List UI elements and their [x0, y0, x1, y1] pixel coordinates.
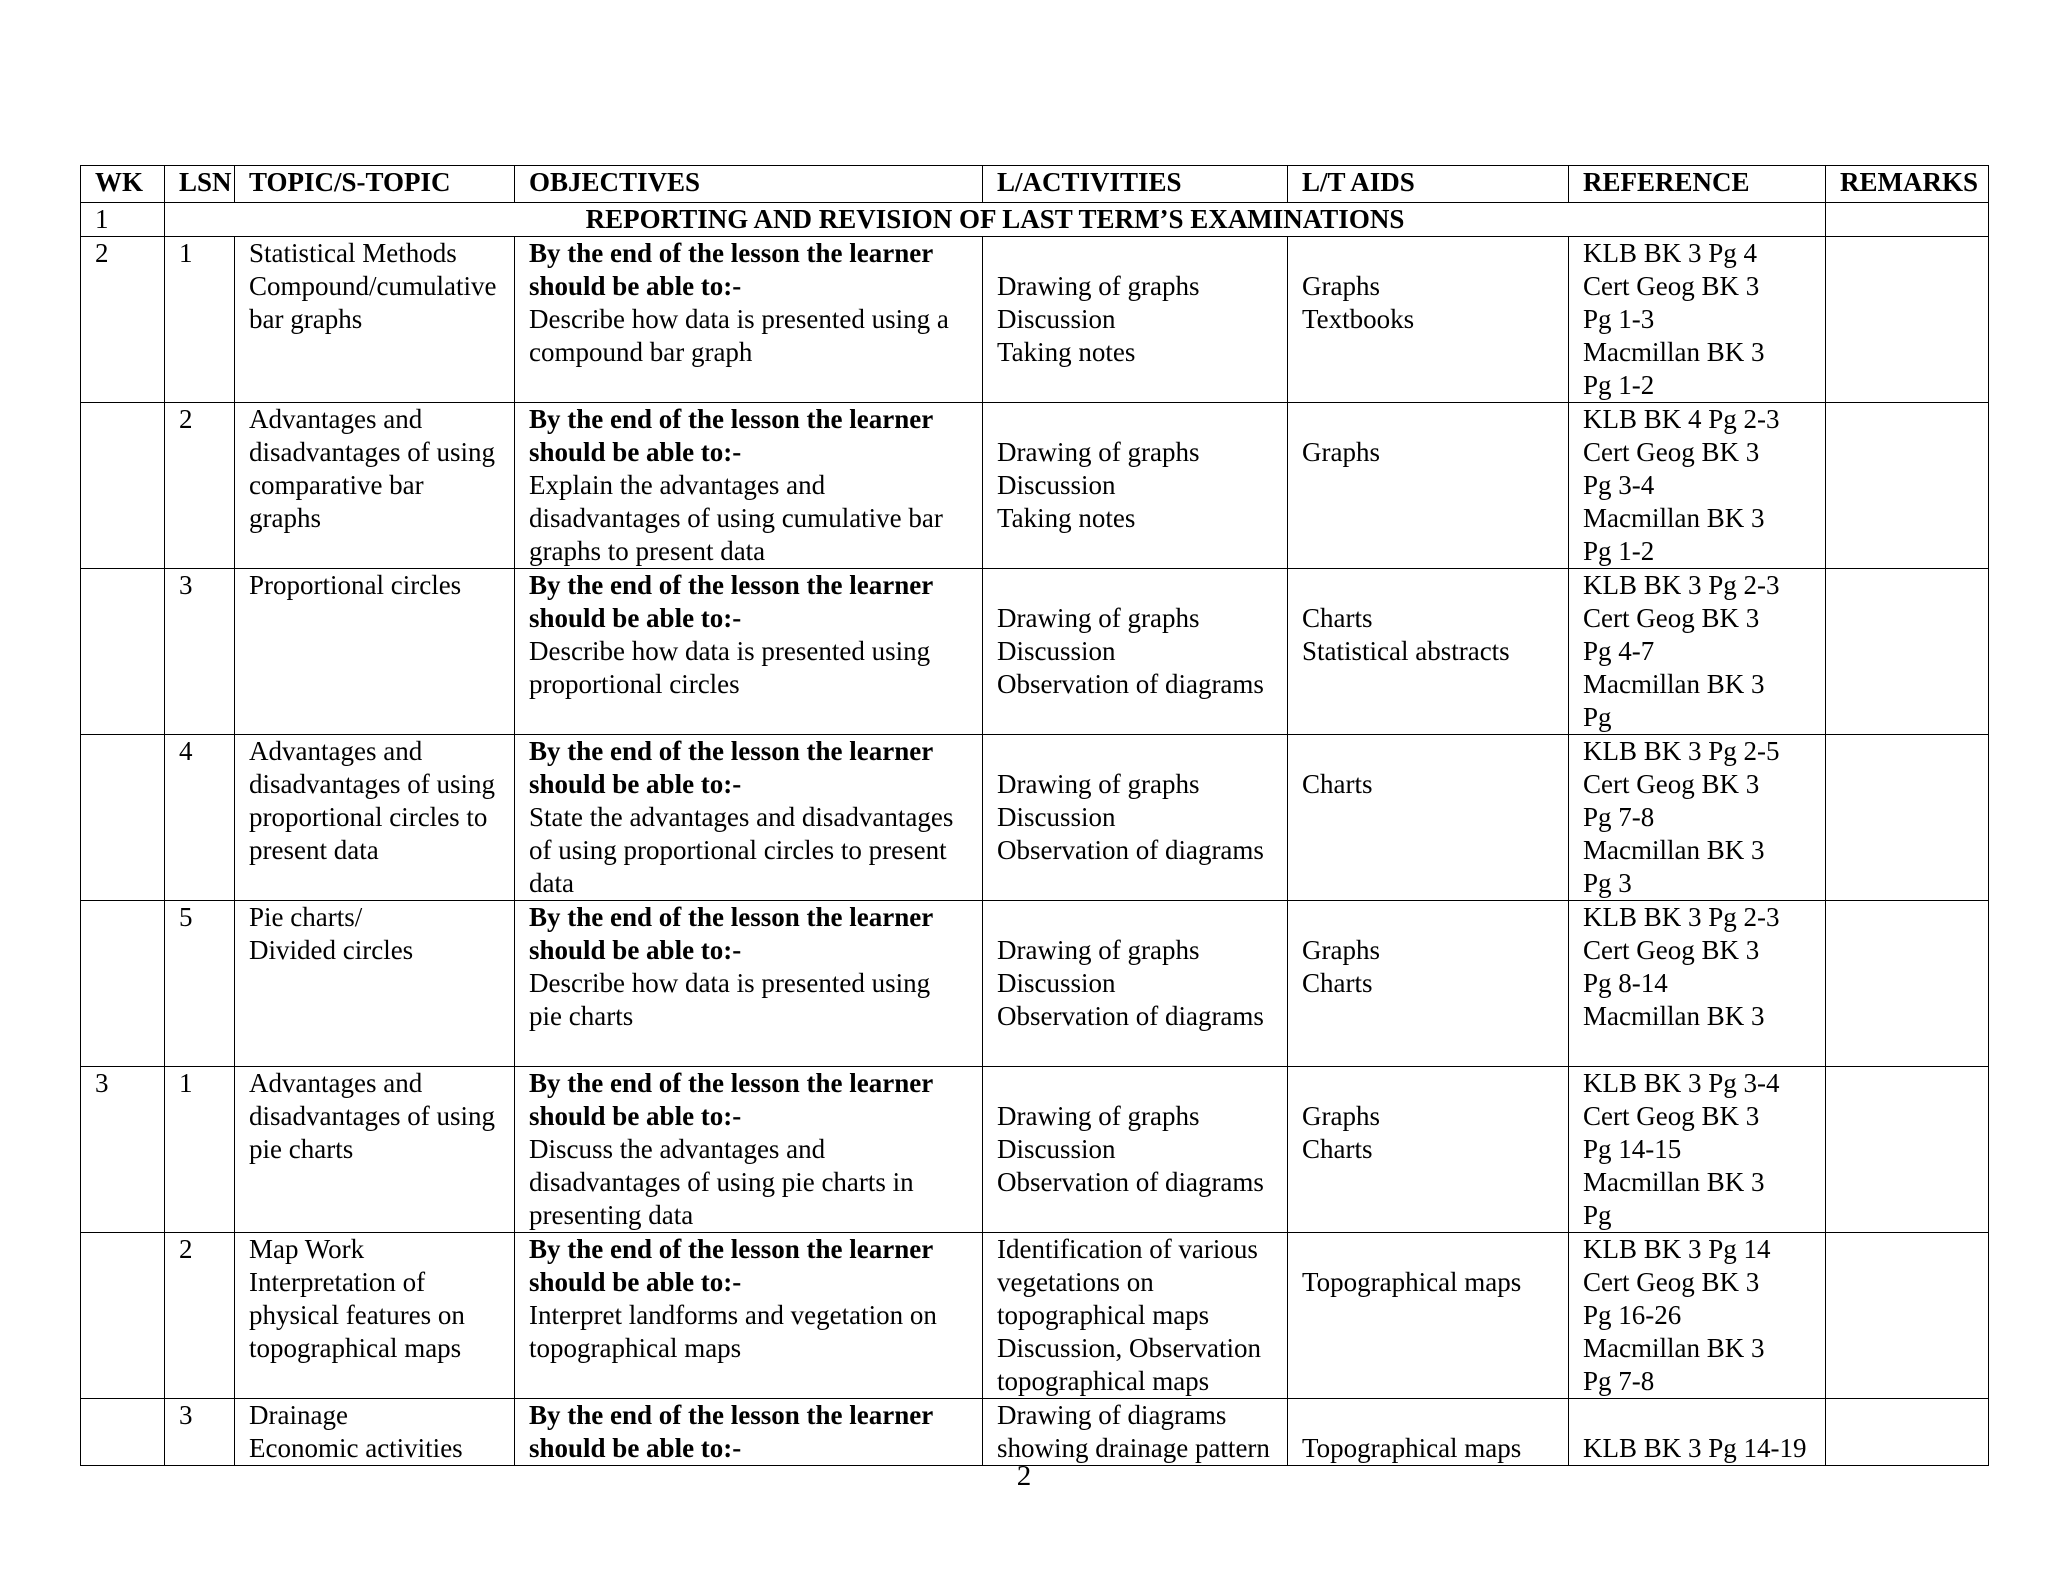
aids-cell-line: [1302, 1233, 1568, 1266]
topic-cell-line: graphs: [249, 503, 321, 533]
aids-cell-line: Graphs: [1302, 1101, 1380, 1131]
reference-cell-line: KLB BK 3 Pg 14: [1583, 1234, 1771, 1264]
topic-cell-line: disadvantages of using: [249, 437, 495, 467]
reference-cell-line: Cert Geog BK 3: [1583, 437, 1760, 467]
remarks-cell: [1826, 735, 1989, 901]
week-cell: [81, 1399, 165, 1466]
objective-intro-line: should be able to:-: [529, 1267, 742, 1297]
activities-cell-line: Discussion: [997, 1134, 1116, 1164]
topic-cell: [235, 1233, 515, 1399]
banner-week: 1: [81, 203, 165, 237]
topic-cell-line: Map Work: [249, 1234, 365, 1264]
reference-cell-line: [1583, 1399, 1825, 1432]
aids-cell-line: [1302, 569, 1568, 602]
activities-cell-line: Drawing of graphs: [997, 935, 1200, 965]
topic-cell-line: physical features on: [249, 1300, 465, 1330]
header-topic: TOPIC/S-TOPIC: [235, 166, 515, 203]
objectives-cell-line: compound bar graph: [529, 337, 753, 367]
reference-cell-line: Pg 1-3: [1583, 304, 1655, 334]
objective-intro-line: By the end of the lesson the learner: [529, 1400, 934, 1430]
reference-cell-line: Cert Geog BK 3: [1583, 271, 1760, 301]
topic-cell-line: topographical maps: [249, 1333, 462, 1363]
objectives-cell: [515, 1067, 983, 1233]
aids-cell-line: [1302, 1399, 1568, 1432]
aids-cell: [1288, 237, 1569, 403]
objectives-cell-line: topographical maps: [529, 1333, 742, 1363]
objectives-cell: [515, 1233, 983, 1399]
week-cell: [81, 1233, 165, 1399]
week-cell: 2: [81, 237, 165, 403]
remarks-cell: [1826, 569, 1989, 735]
topic-cell: [235, 901, 515, 1067]
lesson-cell: 3: [165, 569, 235, 735]
reference-cell-line: Pg 8-14: [1583, 968, 1668, 998]
reference-cell-line: Pg: [1583, 1200, 1612, 1230]
aids-cell-line: Topographical maps: [1302, 1433, 1522, 1463]
lesson-cell: 1: [165, 237, 235, 403]
header-objectives: OBJECTIVES: [515, 166, 983, 203]
topic-cell: [235, 735, 515, 901]
banner-remarks: [1826, 203, 1989, 237]
activities-cell-line: [997, 735, 1287, 768]
header-aids: L/T AIDS: [1288, 166, 1569, 203]
objectives-cell-line: graphs to present data: [529, 536, 766, 566]
reference-cell-line: Macmillan BK 3: [1583, 1167, 1765, 1197]
reference-cell-line: KLB BK 3 Pg 2-3: [1583, 570, 1780, 600]
topic-cell-line: Statistical Methods: [249, 238, 457, 268]
aids-cell-line: Statistical abstracts: [1302, 636, 1510, 666]
objective-intro-line: should be able to:-: [529, 271, 742, 301]
activities-cell: [983, 1067, 1288, 1233]
topic-cell-line: Economic activities: [249, 1433, 463, 1463]
reference-cell-line: Pg 4-7: [1583, 636, 1655, 666]
topic-cell-line: bar graphs: [249, 304, 363, 334]
topic-cell-line: Interpretation of: [249, 1267, 426, 1297]
objective-intro-line: By the end of the lesson the learner: [529, 1234, 934, 1264]
aids-cell-line: [1302, 1067, 1568, 1100]
reference-cell-line: Macmillan BK 3: [1583, 1333, 1765, 1363]
topic-cell-line: proportional circles to: [249, 802, 488, 832]
activities-cell-line: vegetations on: [997, 1267, 1154, 1297]
remarks-cell: [1826, 1067, 1989, 1233]
week-cell: [81, 735, 165, 901]
activities-cell: [983, 901, 1288, 1067]
topic-cell-line: present data: [249, 835, 379, 865]
objectives-cell: [515, 901, 983, 1067]
lesson-cell: 1: [165, 1067, 235, 1233]
topic-cell-line: Pie charts/: [249, 902, 363, 932]
lesson-cell: 5: [165, 901, 235, 1067]
header-lsn: LSN: [165, 166, 235, 203]
reference-cell-line: Pg 7-8: [1583, 802, 1655, 832]
reference-cell: [1569, 1399, 1826, 1466]
reference-cell-line: Pg 16-26: [1583, 1300, 1682, 1330]
lesson-cell: 2: [165, 403, 235, 569]
topic-cell-line: disadvantages of using: [249, 769, 495, 799]
objective-intro-line: By the end of the lesson the learner: [529, 902, 934, 932]
aids-cell: [1288, 569, 1569, 735]
objectives-cell-line: pie charts: [529, 1001, 634, 1031]
objectives-cell-line: Explain the advantages and: [529, 470, 826, 500]
reference-cell: [1569, 1233, 1826, 1399]
topic-cell-line: Divided circles: [249, 935, 414, 965]
objective-intro-line: should be able to:-: [529, 769, 742, 799]
topic-cell: [235, 403, 515, 569]
remarks-cell: [1826, 901, 1989, 1067]
table-row: [81, 569, 1989, 735]
objectives-cell: [515, 735, 983, 901]
table-row: [81, 237, 1989, 403]
objective-intro-line: should be able to:-: [529, 437, 742, 467]
table-row: [81, 735, 1989, 901]
reference-cell-line: Cert Geog BK 3: [1583, 603, 1760, 633]
header-remarks: REMARKS: [1826, 166, 1989, 203]
objectives-cell-line: Describe how data is presented using: [529, 968, 931, 998]
table-row: [81, 1233, 1989, 1399]
objective-intro-line: should be able to:-: [529, 1433, 742, 1463]
objectives-cell-line: of using proportional circles to present: [529, 835, 947, 865]
objectives-cell-line: data: [529, 868, 574, 898]
aids-cell: [1288, 1399, 1569, 1466]
aids-cell-line: Charts: [1302, 968, 1373, 998]
header-reference: REFERENCE: [1569, 166, 1826, 203]
aids-cell-line: Charts: [1302, 603, 1373, 633]
lesson-cell: 4: [165, 735, 235, 901]
activities-cell-line: [997, 1067, 1287, 1100]
topic-cell: [235, 1067, 515, 1233]
activities-cell-line: Drawing of graphs: [997, 769, 1200, 799]
topic-cell-line: Drainage: [249, 1400, 348, 1430]
activities-cell-line: [997, 569, 1287, 602]
topic-cell-line: Advantages and: [249, 736, 423, 766]
activities-cell: [983, 403, 1288, 569]
objectives-cell-line: disadvantages of using pie charts in: [529, 1167, 914, 1197]
objective-intro-line: should be able to:-: [529, 1101, 742, 1131]
aids-cell-line: Charts: [1302, 1134, 1373, 1164]
activities-cell-line: Discussion: [997, 636, 1116, 666]
aids-cell-line: Graphs: [1302, 935, 1380, 965]
aids-cell: [1288, 403, 1569, 569]
header-row: [81, 166, 1989, 203]
activities-cell-line: Taking notes: [997, 503, 1136, 533]
aids-cell-line: Topographical maps: [1302, 1267, 1522, 1297]
objectives-cell-line: Discuss the advantages and: [529, 1134, 826, 1164]
reference-cell-line: KLB BK 4 Pg 2-3: [1583, 404, 1780, 434]
activities-cell-line: topographical maps: [997, 1366, 1210, 1396]
activities-cell: [983, 569, 1288, 735]
reference-cell-line: Macmillan BK 3: [1583, 1001, 1765, 1031]
reference-cell-line: Pg 3: [1583, 868, 1632, 898]
banner-text: REPORTING AND REVISION OF LAST TERM’S EXAMINATIONS: [165, 203, 1826, 237]
objectives-cell-line: presenting data: [529, 1200, 694, 1230]
reference-cell-line: Pg 1-2: [1583, 536, 1655, 566]
reference-cell-line: KLB BK 3 Pg 3-4: [1583, 1068, 1780, 1098]
reference-cell: [1569, 237, 1826, 403]
reference-cell-line: Cert Geog BK 3: [1583, 769, 1760, 799]
objectives-cell: [515, 237, 983, 403]
activities-cell-line: Identification of various: [997, 1234, 1258, 1264]
remarks-cell: [1826, 403, 1989, 569]
activities-cell-line: Observation of diagrams: [997, 835, 1264, 865]
remarks-cell: [1826, 1233, 1989, 1399]
reference-cell-line: Pg 3-4: [1583, 470, 1655, 500]
activities-cell-line: Drawing of graphs: [997, 603, 1200, 633]
activities-cell-line: Observation of diagrams: [997, 669, 1264, 699]
banner-row: [81, 203, 1989, 237]
table-row: [81, 1399, 1989, 1466]
aids-cell-line: [1302, 237, 1568, 270]
reference-cell: [1569, 901, 1826, 1067]
activities-cell-line: Drawing of graphs: [997, 437, 1200, 467]
aids-cell-line: Textbooks: [1302, 304, 1415, 334]
objectives-cell: [515, 1399, 983, 1466]
reference-cell: [1569, 1067, 1826, 1233]
objectives-cell-line: disadvantages of using cumulative bar: [529, 503, 943, 533]
topic-cell-line: Advantages and: [249, 404, 423, 434]
scheme-of-work-table: [80, 165, 1989, 1466]
lesson-cell: 3: [165, 1399, 235, 1466]
topic-cell-line: Compound/cumulative: [249, 271, 497, 301]
aids-cell-line: [1302, 735, 1568, 768]
objectives-cell-line: proportional circles: [529, 669, 740, 699]
aids-cell-line: [1302, 901, 1568, 934]
objective-intro-line: By the end of the lesson the learner: [529, 570, 934, 600]
reference-cell-line: Cert Geog BK 3: [1583, 1101, 1760, 1131]
topic-cell-line: disadvantages of using: [249, 1101, 495, 1131]
reference-cell: [1569, 735, 1826, 901]
reference-cell-line: KLB BK 3 Pg 4: [1583, 238, 1758, 268]
objective-intro-line: By the end of the lesson the learner: [529, 238, 934, 268]
reference-cell: [1569, 569, 1826, 735]
reference-cell-line: Pg: [1583, 702, 1612, 732]
objective-intro-line: By the end of the lesson the learner: [529, 404, 934, 434]
activities-cell: [983, 735, 1288, 901]
activities-cell-line: Taking notes: [997, 337, 1136, 367]
objective-intro-line: should be able to:-: [529, 935, 742, 965]
table-row: [81, 403, 1989, 569]
activities-cell-line: Discussion, Observation: [997, 1333, 1261, 1363]
reference-cell-line: KLB BK 3 Pg 2-3: [1583, 902, 1780, 932]
topic-cell-line: pie charts: [249, 1134, 354, 1164]
week-cell: 3: [81, 1067, 165, 1233]
aids-cell: [1288, 901, 1569, 1067]
reference-cell-line: Macmillan BK 3: [1583, 337, 1765, 367]
reference-cell-line: Pg 7-8: [1583, 1366, 1655, 1396]
aids-cell: [1288, 735, 1569, 901]
activities-cell-line: [997, 403, 1287, 436]
activities-cell-line: Discussion: [997, 304, 1116, 334]
aids-cell-line: Graphs: [1302, 437, 1380, 467]
topic-cell-line: comparative bar: [249, 470, 424, 500]
aids-cell-line: [1302, 403, 1568, 436]
reference-cell-line: Pg 14-15: [1583, 1134, 1682, 1164]
activities-cell-line: Discussion: [997, 968, 1116, 998]
reference-cell-line: Pg 1-2: [1583, 370, 1655, 400]
header-activities: L/ACTIVITIES: [983, 166, 1288, 203]
header-wk: WK: [81, 166, 165, 203]
activities-cell-line: [997, 901, 1287, 934]
reference-cell-line: Macmillan BK 3: [1583, 503, 1765, 533]
topic-cell: [235, 569, 515, 735]
reference-cell-line: Cert Geog BK 3: [1583, 935, 1760, 965]
aids-cell-line: Graphs: [1302, 271, 1380, 301]
activities-cell: [983, 1233, 1288, 1399]
reference-cell-line: Cert Geog BK 3: [1583, 1267, 1760, 1297]
page-number: 2: [1016, 1460, 1032, 1492]
reference-cell-line: Macmillan BK 3: [1583, 835, 1765, 865]
table-row: [81, 1067, 1989, 1233]
remarks-cell: [1826, 1399, 1989, 1466]
week-cell: [81, 403, 165, 569]
activities-cell-line: showing drainage pattern: [997, 1433, 1270, 1463]
reference-cell: [1569, 403, 1826, 569]
remarks-cell: [1826, 237, 1989, 403]
topic-cell-line: Advantages and: [249, 1068, 423, 1098]
objectives-cell-line: Interpret landforms and vegetation on: [529, 1300, 937, 1330]
activities-cell-line: Drawing of diagrams: [997, 1400, 1227, 1430]
objectives-cell-line: Describe how data is presented using a: [529, 304, 949, 334]
activities-cell-line: Discussion: [997, 802, 1116, 832]
activities-cell-line: Observation of diagrams: [997, 1001, 1264, 1031]
objectives-cell: [515, 569, 983, 735]
activities-cell: [983, 237, 1288, 403]
topic-cell: [235, 237, 515, 403]
week-cell: [81, 901, 165, 1067]
objective-intro-line: should be able to:-: [529, 603, 742, 633]
objectives-cell-line: Describe how data is presented using: [529, 636, 931, 666]
table-row: [81, 901, 1989, 1067]
aids-cell: [1288, 1067, 1569, 1233]
reference-cell-line: KLB BK 3 Pg 14-19: [1583, 1433, 1807, 1463]
lesson-cell: 2: [165, 1233, 235, 1399]
topic-cell-line: Proportional circles: [249, 570, 462, 600]
activities-cell-line: Observation of diagrams: [997, 1167, 1264, 1197]
reference-cell-line: Macmillan BK 3: [1583, 669, 1765, 699]
objective-intro-line: By the end of the lesson the learner: [529, 1068, 934, 1098]
topic-cell: [235, 1399, 515, 1466]
activities-cell-line: Drawing of graphs: [997, 1101, 1200, 1131]
objectives-cell: [515, 403, 983, 569]
activities-cell: [983, 1399, 1288, 1466]
objective-intro-line: By the end of the lesson the learner: [529, 736, 934, 766]
aids-cell: [1288, 1233, 1569, 1399]
activities-cell-line: Drawing of graphs: [997, 271, 1200, 301]
activities-cell-line: Discussion: [997, 470, 1116, 500]
activities-cell-line: [997, 237, 1287, 270]
objectives-cell-line: State the advantages and disadvantages: [529, 802, 954, 832]
reference-cell-line: KLB BK 3 Pg 2-5: [1583, 736, 1780, 766]
aids-cell-line: Charts: [1302, 769, 1373, 799]
activities-cell-line: topographical maps: [997, 1300, 1210, 1330]
week-cell: [81, 569, 165, 735]
